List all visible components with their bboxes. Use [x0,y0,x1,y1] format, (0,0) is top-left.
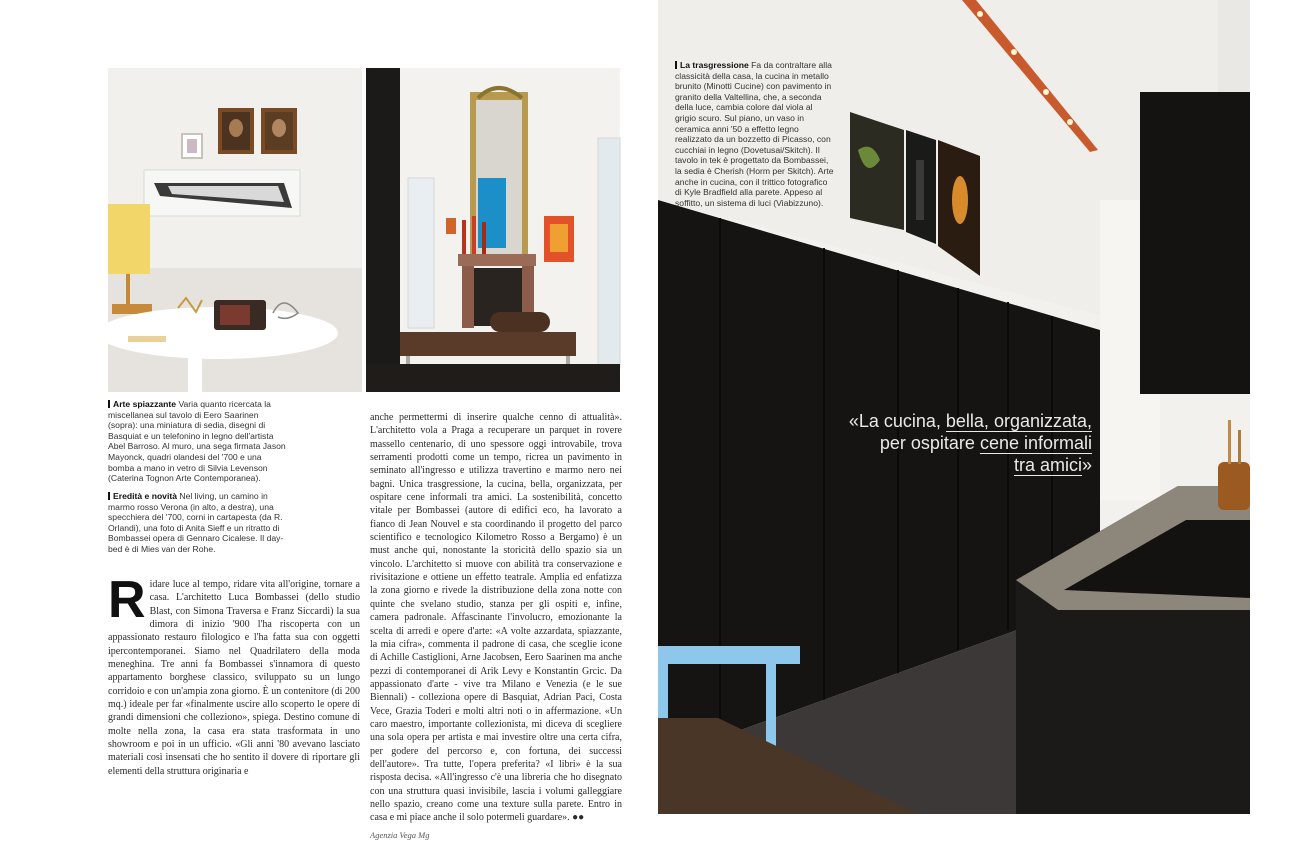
pull-quote-text: per ospitare [879,433,975,453]
caption-title: La trasgressione [680,60,749,70]
caption-marker [108,492,110,500]
caption-text: Varia quanto ricercata la miscellanea sul tavolo di Eero Saarinen (sopra): una miniatura di sedia, disegni di Basquiat e un telefonino in legno dell'artista Abel Barroso. Al muro, una sega firmata Jason Mayonck, quadri olandesi del '700 e una bomba a mano in vetro di Silvia Levenson (Caterina Tognon Arte Contemporanea). [108,399,286,484]
caption-trasgressione [675,60,835,208]
pull-quote-open: «La cucina, [848,411,941,431]
photo-arte-illustration [108,68,362,392]
article-column-2 [370,411,622,842]
pull-quote-close: » [1081,455,1092,475]
article-paragraph: anche permettermi di inserire qualche cenno di attualità». L'architetto vola a Praga a recuperare un parquet in rovere massello centenario, di uno spessore oggi introvabile, trova serramenti prodotti come un tempo, ricrea un pavimento in seminato all'ingresso e utilizza travertino e marmo nero nei bagni. Unica trasgressione, la cucina, bella, organizzata, per ospitare cene informali tra amici. La sostenibilità, concetto vitale per Bombassei (autore di edifici eco, ha lavorato a fianco di Jean Nouvel e sta coordinando il progetto del parco scientifico e tecnologico Kilometro Rosso a Bergamo) è un must anche qui, nonostante la storicità dello spazio sia un vincolo. L'architetto si muove con abilità tra conservazione e rivisitazione e ottiene un effetto teatrale. Amplia ed enfatizza la zona giorno e rivede la distribuzione della zona notte con quinte che svelano studio, stanza per gli ospiti e, infine, camera padronale. Affascinante l'involucro, emozionante la scelta di arredi e opere d'arte: «A volte azzardata, spiazzante, la mia cifra», commenta il padrone di casa, che sceglie icone di Achille Castiglioni, Arne Jacobsen, Eero Saarinen ma anche pezzi di contemporanei di Arik Levy e Konstantin Grcic. Da appassionato d'arte - vive tra Milano e Venezia (e le sue Biennali) - colleziona opere di Basquiat, Adrian Paci, Costa Vece, Grazia Toderi e molti altri noti o in affermazione. «Un caro maestro, importante collezionista, mi diceva di scegliere una sola opera per artista e mai investire oltre una certa cifra, per godere del percorso e, con fortuna, dei successi dell'autore». Tra tutte, l'opera preferita? «I libri» è la sua risposta decisa. «All'ingresso c'è una libreria che ho disegnato con una struttura quasi invisibile, lascia i volumi galleggiare nello spazio, creano come una texture sulla parete. Entro in casa e mi piace anche il solo potermeli guardare». ●● [370,412,622,824]
caption-marker [108,400,110,408]
caption-title: Eredità e novità [113,491,177,501]
caption-marker [675,61,677,69]
pull-quote [812,410,1092,476]
pull-quote-highlight: bella, organizzata, [945,411,1092,431]
article-dropcap: R [108,571,146,629]
photo-arte-spiazzante [108,68,362,392]
article-column-1 [108,571,360,778]
photo-credit: Agenzia Vega Mg [370,829,430,840]
caption-title: Arte spiazzante [113,399,177,409]
pull-quote-highlight: tra amici [1013,455,1082,475]
article-paragraph: idare luce al tempo, ridare vita all'origine, tornare a casa. L'architetto Luca Bombassei (dello studio Blast, con Simona Traversa e Franz Siccardi) la sua dimora di inizio '900 l'ha riscoperta con un appassionato restauro filologico e l'ha fatta sua con oggetti ipercontemporanei. Siamo nel Quadrilatero della moda meneghina. Tre anni fa Bombassei s'innamora di questo appartamento borghese classico, sviluppato su un lungo corridoio e con un'ampia zona giorno. È un contenitore (di 200 mq.) ideale per far «finalmente uscire allo scoperto le opere di grandi dimensioni che colleziono», spiega. Destino comune di molte nella zona, la casa era stata trasformata in uno showroom e poi in un ufficio. «Gli anni '80 avevano lasciato materiali così insensati che ho sentito il dovere di riportare gli elementi della struttura originaria e [108,579,360,777]
caption-text: Nel living, un camino in marmo rosso Verona (in alto, a destra), una specchiera del '700, corni in cartapesta (da R. Orlandi), una foto di Anita Sieff e un ritratto di Bombassei opera di Gennaro Cicalese. Il day-bed è di Mies van der Rohe. [108,491,284,554]
photo-living-illustration [366,68,620,392]
caption-text: Fa da contraltare alla classicità della casa, la cucina in metallo brunito (Minotti Cucine) con pavimento in granito della Valtellina, che, a seconda della luce, cambia colore dal viola al grigio scuro. Sul piano, un vaso in ceramica anni '50 a effetto legno realizzato da un bozzetto di Picasso, con cucchiai in legno (Dovetusai/Skitch). Il tavolo in tek è progettato da Bombassei, la sedia è Cherish (Horm per Skitch). Arte anche in cucina, con il trittico fotografico di Kyle Bradfield alla parete. Appeso al soffitto, un sistema di luci (Viabizzuno). [675,60,834,208]
pull-quote-highlight: cene informali [979,433,1092,453]
caption-eredita-novita [108,491,286,555]
photo-living-room [366,68,620,392]
caption-arte-spiazzante [108,399,286,484]
